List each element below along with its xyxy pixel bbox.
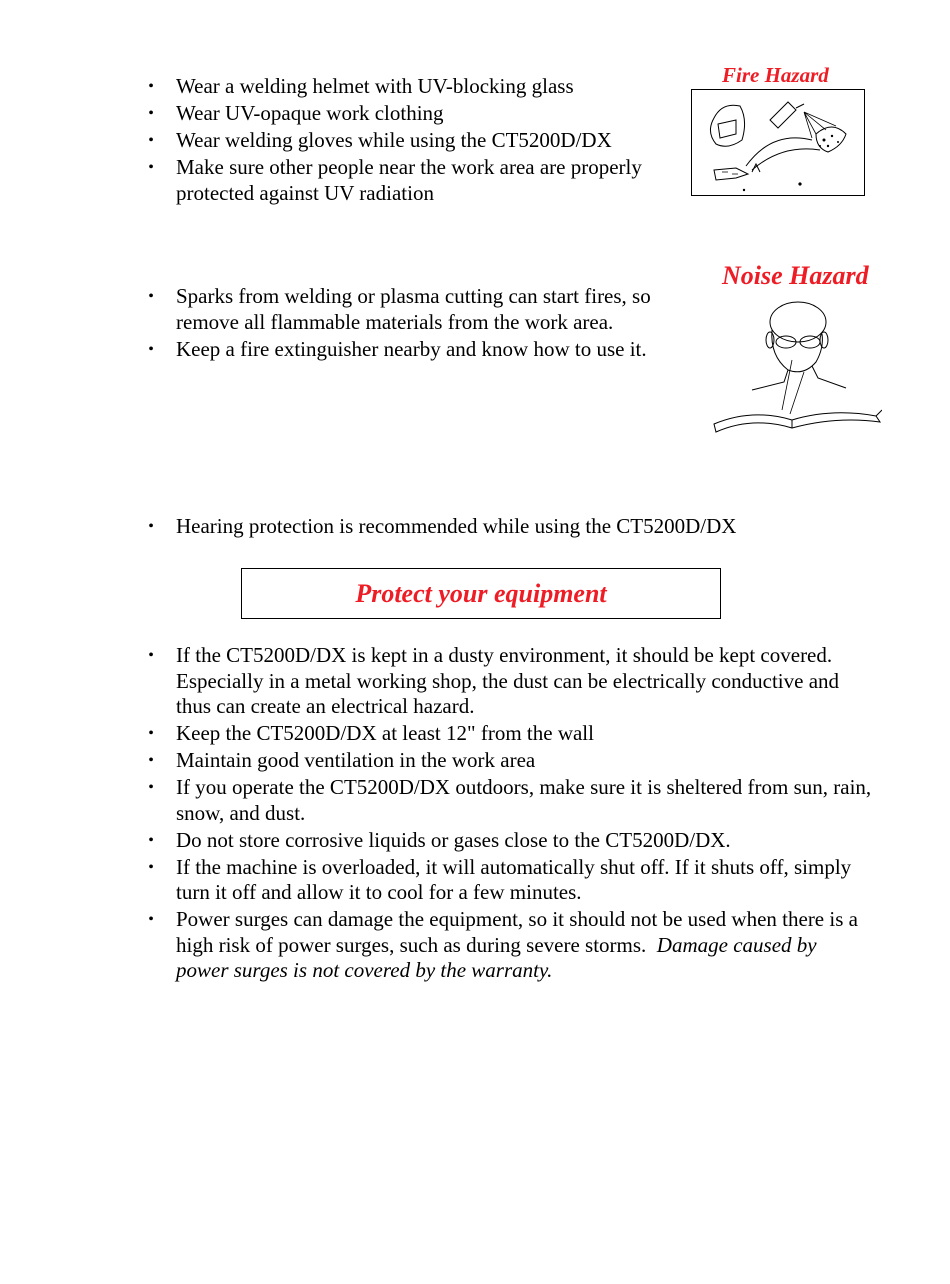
list-item: • Keep the CT5200D/DX at least 12" from the wall xyxy=(148,721,594,745)
list-item: • Wear a welding helmet with UV-blocking glass xyxy=(148,74,574,98)
list-item: • Keep a fire extinguisher nearby and know how to use it. xyxy=(148,336,647,361)
list-item: • Wear UV-opaque work clothing xyxy=(148,101,444,125)
protect-equipment-banner: Protect your equipment xyxy=(241,568,721,619)
list-item: • If the machine is overloaded, it will automatically shut off. If it shuts off, simply turn it off and allow it to cool for a few minutes. xyxy=(148,854,852,904)
list-item: • Maintain good ventilation in the work area xyxy=(148,748,536,772)
list-item: • Hearing protection is recommended while using the CT5200D/DX xyxy=(148,514,737,538)
noise-hazard-illustration xyxy=(712,300,882,436)
list-item: • Do not store corrosive liquids or gases close to the CT5200D/DX. xyxy=(148,827,731,852)
list-item: • If the CT5200D/DX is kept in a dusty environment, it should be kept covered. Especially in a metal working shop, the dust can be electrically conductive and thus can create an electrical hazard. xyxy=(148,643,840,718)
noise-hazard-title: Noise Hazard xyxy=(722,261,869,290)
welding-gear-icon xyxy=(692,90,864,195)
uv-safety-list xyxy=(144,74,664,208)
list-item: • Sparks from welding or plasma cutting can start fires, so remove all flammable materials from the work area. xyxy=(148,284,651,334)
person-reading-icon xyxy=(712,300,882,436)
equipment-care-list xyxy=(144,643,874,985)
fire-hazard-title: Fire Hazard xyxy=(722,63,829,87)
warranty-note: Damage caused by power surges is not covered by the warranty. xyxy=(176,932,817,982)
noise-safety-list xyxy=(144,514,864,541)
fire-safety-list xyxy=(144,284,664,364)
fire-hazard-illustration xyxy=(691,89,865,196)
list-item: • Wear welding gloves while using the CT5200D/DX xyxy=(148,128,612,152)
list-item: • Make sure other people near the work area are properly protected against UV radiation xyxy=(148,155,642,205)
list-item: • If you operate the CT5200D/DX outdoors, make sure it is sheltered from sun, rain, snow, and dust. xyxy=(148,775,872,825)
list-item: • Power surges can damage the equipment, so it should not be used when there is a high risk of power surges, such as during severe storms. Damage caused by power surges is not covered by the warranty. xyxy=(148,907,858,982)
